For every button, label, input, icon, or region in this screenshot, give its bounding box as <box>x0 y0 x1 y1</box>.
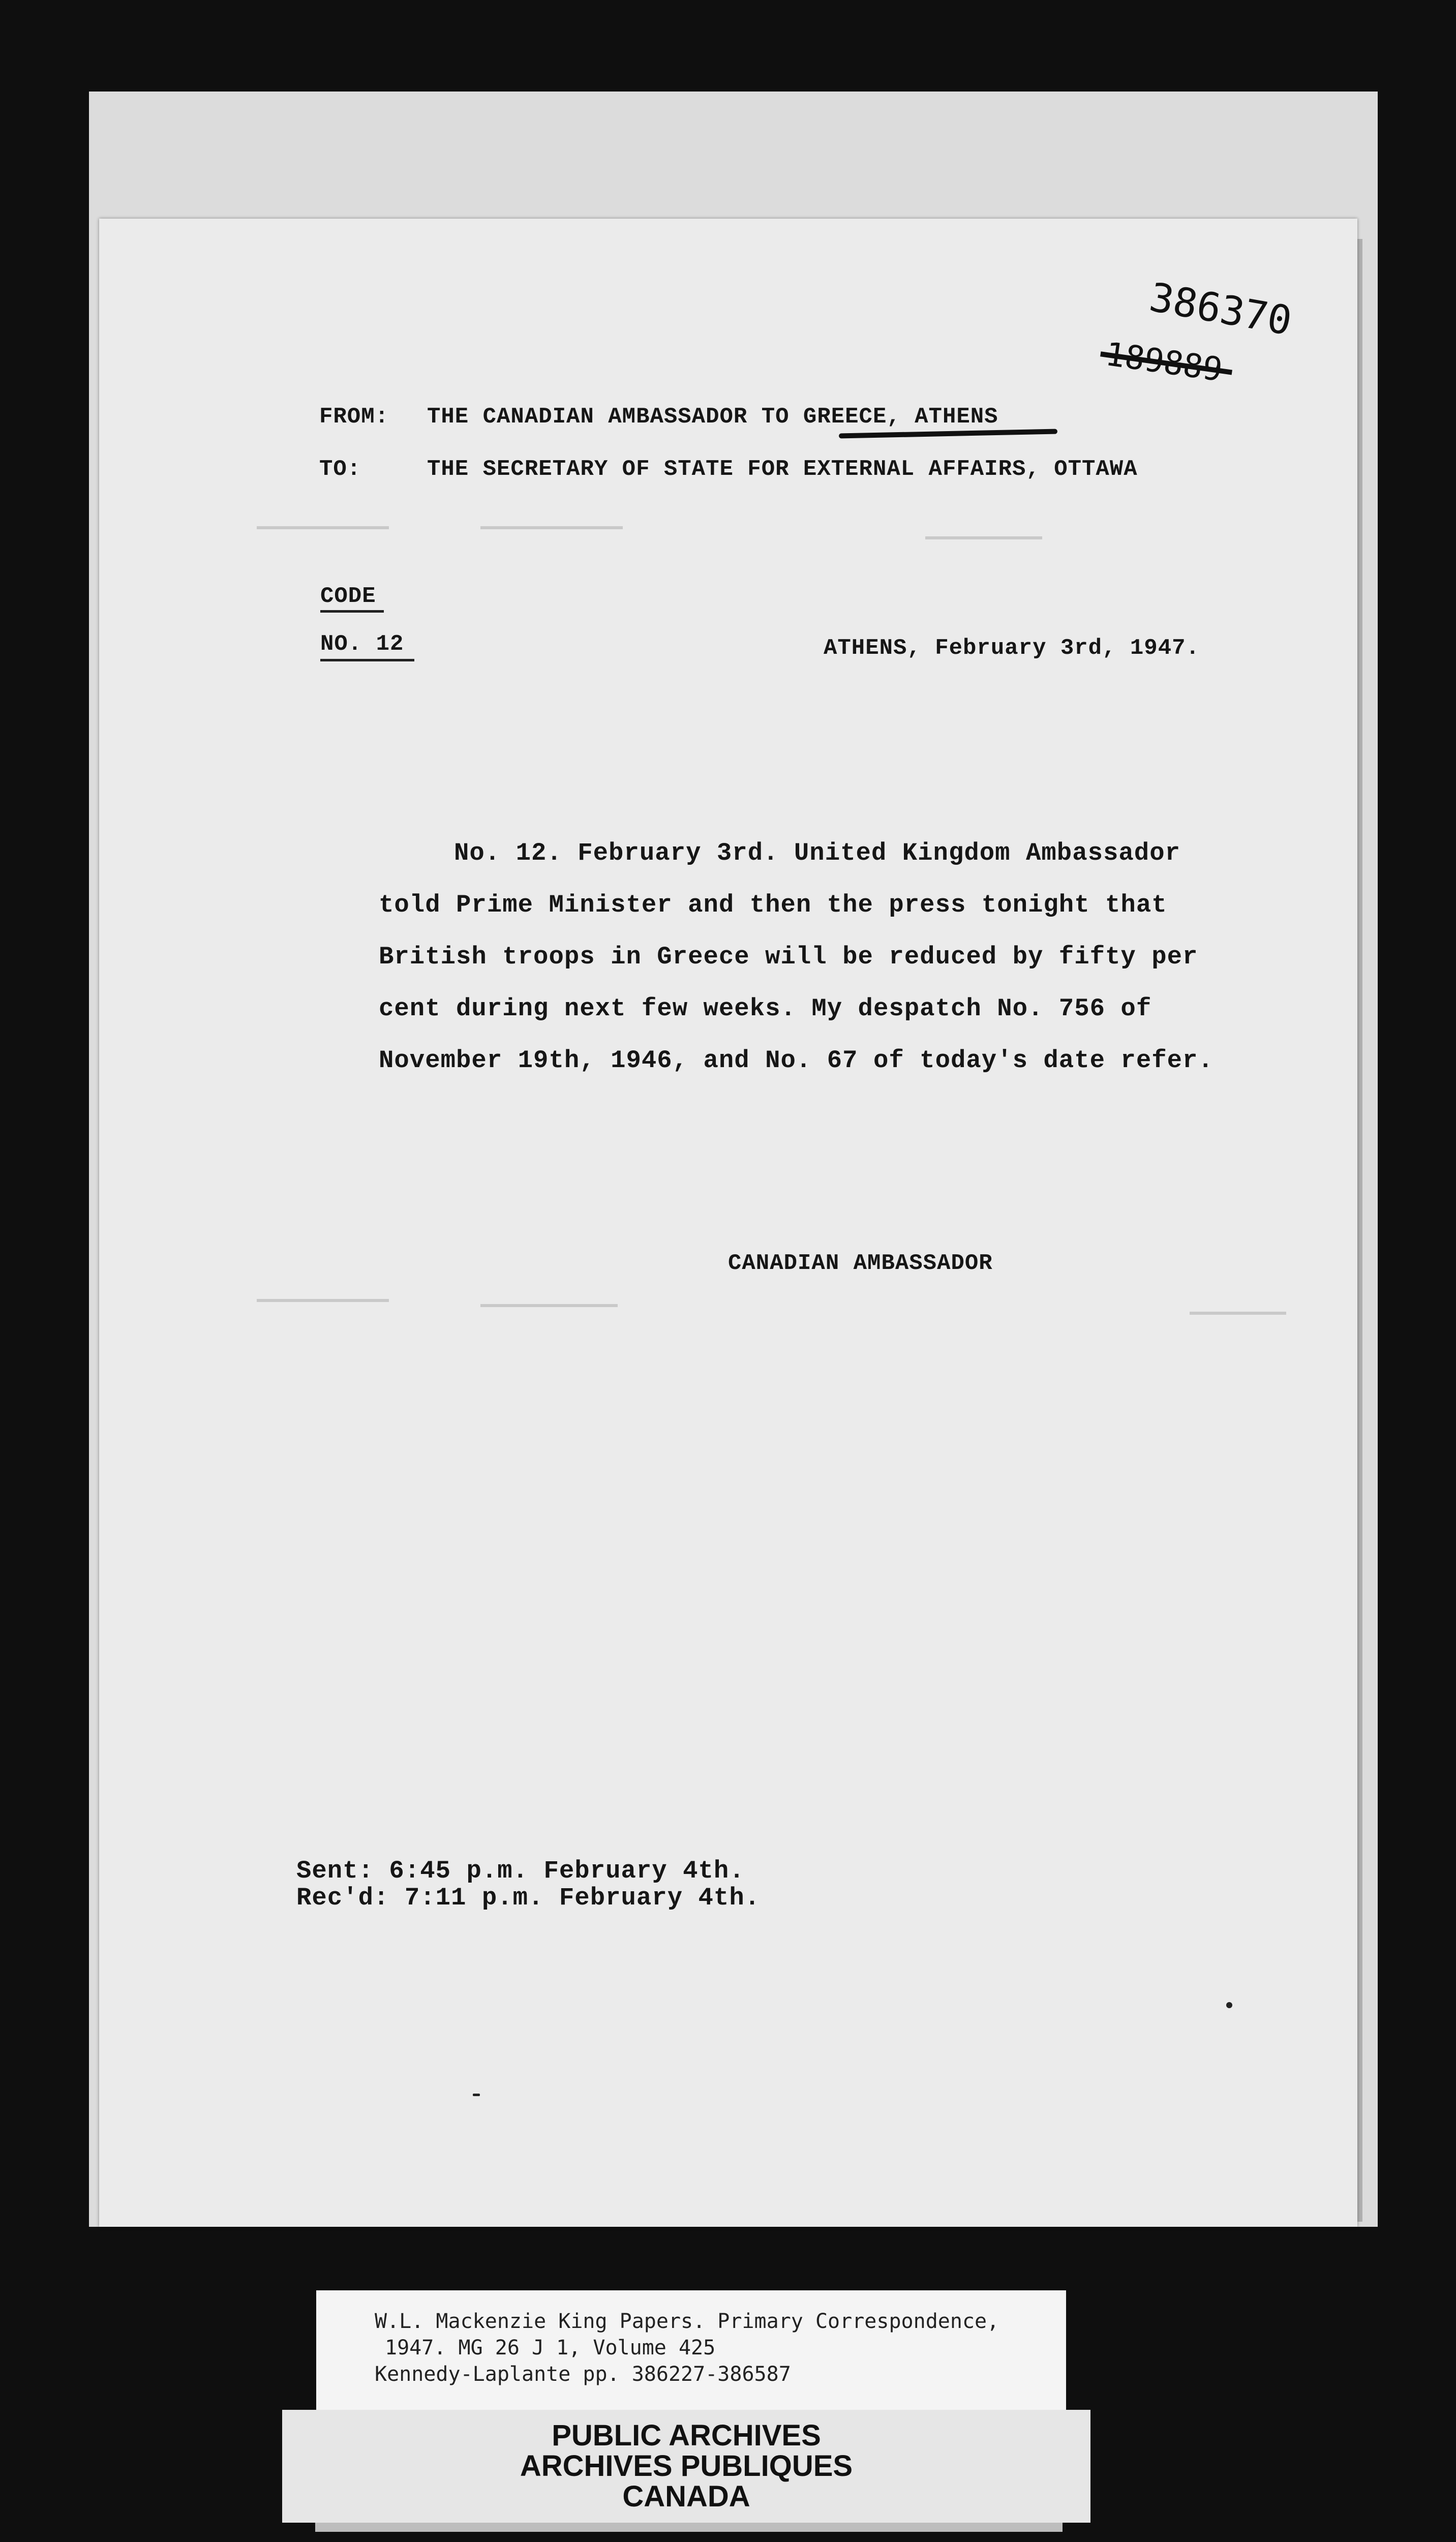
ink-speck <box>1226 2002 1232 2008</box>
ink-speck <box>473 2094 480 2096</box>
fold-mark <box>1190 1312 1286 1315</box>
fold-mark <box>257 526 389 529</box>
body-line-4: cent during next few weeks. My despatch No. 756 of <box>379 994 1152 1023</box>
from-label: FROM: <box>319 404 389 430</box>
body-line-5: November 19th, 1946, and No. 67 of today's date refer. <box>379 1046 1214 1075</box>
message-number: NO. 12 <box>320 631 404 657</box>
stamp-line-1: PUBLIC ARCHIVES <box>552 2419 821 2452</box>
number-underline <box>320 659 414 661</box>
to-value: THE SECRETARY OF STATE FOR EXTERNAL AFFAIRS, OTTAWA <box>427 457 1138 482</box>
code-label: CODE <box>320 584 376 609</box>
public-archives-stamp <box>282 2410 1090 2523</box>
serial-number: 386370 <box>1146 275 1295 345</box>
signature: CANADIAN AMBASSADOR <box>728 1251 993 1276</box>
fold-mark <box>925 536 1042 539</box>
code-underline <box>320 610 384 613</box>
received-time: Rec'd: 7:11 p.m. February 4th. <box>296 1884 761 1912</box>
body-line-3: British troops in Greece will be reduced by fifty per <box>379 943 1198 971</box>
stamp-line-2: ARCHIVES PUBLIQUES <box>520 2449 853 2483</box>
archive-label-line-3: Kennedy-Laplante pp. 386227-386587 <box>375 2363 791 2386</box>
body-line-2: told Prime Minister and then the press tonight that <box>379 891 1167 919</box>
archive-label-line-2: 1947. MG 26 J 1, Volume 425 <box>385 2336 716 2359</box>
sent-time: Sent: 6:45 p.m. February 4th. <box>296 1857 745 1885</box>
from-value: THE CANADIAN AMBASSADOR TO GREECE, ATHENS <box>427 404 998 430</box>
body-line-1: No. 12. February 3rd. United Kingdom Ambassador <box>454 839 1181 867</box>
to-label: TO: <box>319 457 361 482</box>
archive-reference-label <box>316 2290 1066 2417</box>
document-sheet <box>99 219 1357 2227</box>
place-date: ATHENS, February 3rd, 1947. <box>824 636 1200 661</box>
archive-label-line-1: W.L. Mackenzie King Papers. Primary Correspondence, <box>375 2310 999 2333</box>
fold-mark <box>480 526 623 529</box>
stamp-line-3: CANADA <box>622 2480 750 2513</box>
fold-mark <box>480 1304 618 1307</box>
stamp-card-edge <box>315 2523 1063 2532</box>
fold-mark <box>257 1299 389 1302</box>
